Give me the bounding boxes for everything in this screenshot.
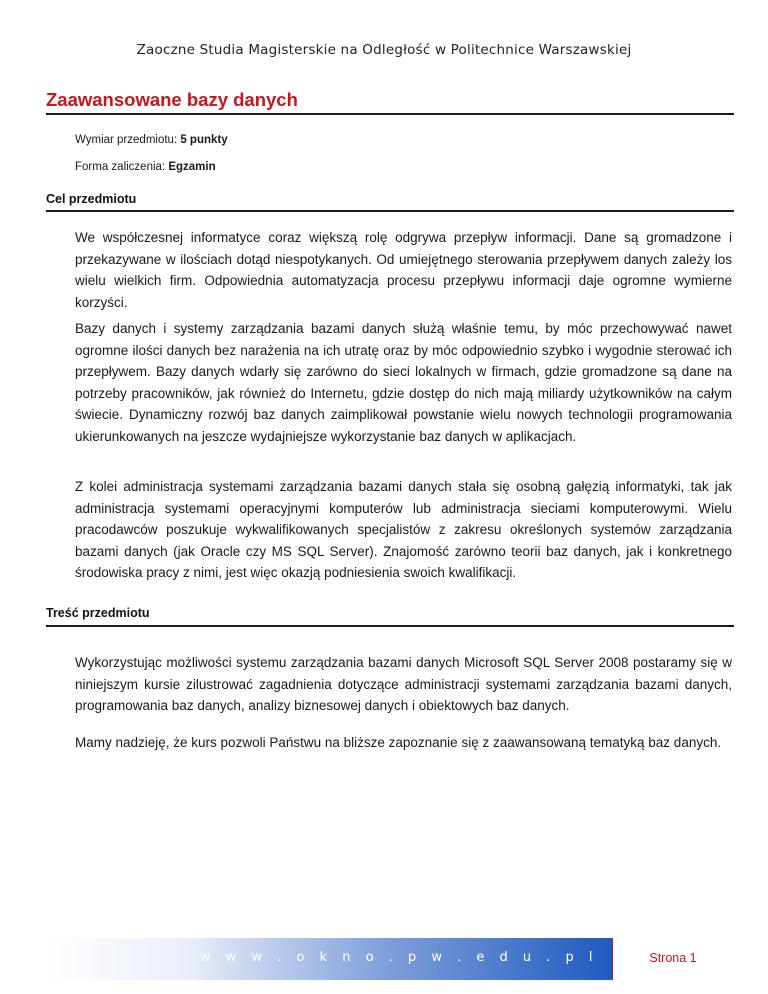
title-divider bbox=[46, 113, 734, 115]
assessment-form bbox=[75, 161, 216, 173]
goal-paragraph-1: We współczesnej informatyce coraz większą rolę odgrywa przepływ informacji. Dane są gromadzone i przekazywane w ilościach dotąd niespotykanych. Od umiejętnego sterowania przepływem danych zależy los wielu wielkich firm. Odpowiednia automatyzacja procesu przepływu informacji daje ogromne wymierne korzyści. bbox=[75, 230, 732, 310]
section-divider-goal bbox=[46, 210, 734, 212]
credits-value: 5 punkty bbox=[180, 134, 228, 146]
page-header: Zaoczne Studia Magisterskie na Odległość w Politechnice Warszawskiej bbox=[136, 42, 632, 58]
section-divider-content bbox=[46, 625, 734, 627]
content-paragraph-2: Mamy nadzieję, że kurs pozwoli Państwu na bliższe zapoznanie się z zaawansowaną tematyką baz danych. bbox=[75, 735, 722, 750]
goal-paragraph-3: Z kolei administracja systemami zarządzania bazami danych stała się osobną gałęzią informatyki, tak jak administracja systemami operacyjnymi komputerów lub administracja sieciami komputerowymi. Wielu pracodawców poszukuje wykwalifikowanych specjalistów z zakresu określonych systemów zarządzania bazami danych (jak Oracle czy MS SQL Server). Znajomość zarówno teorii baz danych, jak i konkretnego środowiska pracy z nimi, jest więc okazją podniesienia swoich kwalifikacji. bbox=[75, 479, 732, 581]
document-title: Zaawansowane bazy danych bbox=[46, 89, 298, 110]
assessment-value: Egzamin bbox=[168, 161, 216, 173]
goal-paragraph-2: Bazy danych i systemy zarządzania bazami danych służą właśnie temu, by móc przechowywać nawet ogromne ilości danych bez narażenia na ich utratę oraz by móc odpowiednio szybko i wygodnie sterować ich przepływem. Bazy danych wdarły się zarówno do sieci lokalnych w firmach, gdzie gromadzone są dane na potrzeby pracowników, jak również do Internetu, gdzie dostęp do nich mają miliardy użytkowników na całym świecie. Dynamiczny rozwój baz danych zaimplikował powstanie wielu nowych technologii programowania ukierunkowanych na jeszcze wydajniejsze wykorzystanie baz danych w aplikacjach. bbox=[75, 321, 732, 444]
section-heading-content: Treść przedmiotu bbox=[46, 606, 150, 620]
footer-url-bar bbox=[46, 938, 612, 980]
assessment-label: Forma zaliczenia: bbox=[75, 161, 169, 173]
content-paragraph-1: Wykorzystując możliwości systemu zarządzania bazami danych Microsoft SQL Server 2008 postaramy się w niniejszym kursie zilustrować zagadnienia dotyczące administracji systemami zarządzania bazami danych, programowania baz danych, analizy biznesowej danych i obiektowych baz danych. bbox=[75, 655, 732, 714]
page-number: Strona 1 bbox=[649, 951, 697, 965]
section-heading-goal: Cel przedmiotu bbox=[46, 192, 137, 206]
course-credits bbox=[75, 134, 228, 146]
footer-url: w w w . o k n o . p w . e d u . p l bbox=[199, 950, 598, 965]
credits-label: Wymiar przedmiotu: bbox=[75, 134, 181, 146]
page-footer bbox=[46, 938, 734, 980]
footer-page-box bbox=[612, 938, 734, 980]
